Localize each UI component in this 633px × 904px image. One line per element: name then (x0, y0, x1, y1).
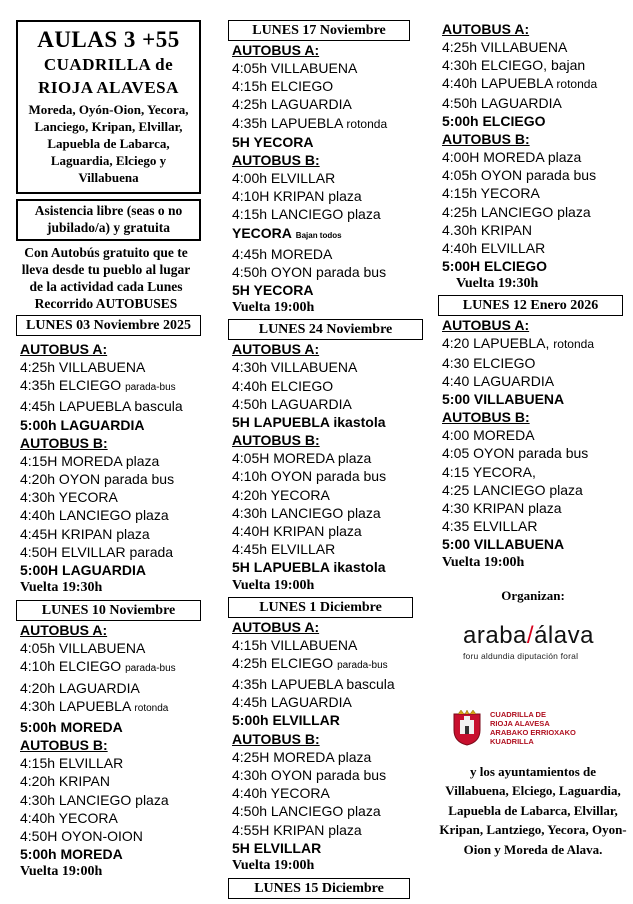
bus-b-heading: AUTOBUS B: (232, 152, 320, 169)
stop: 4:15H MOREDA plaza (20, 452, 160, 469)
stop: 4:50h OYON parada bus (232, 264, 387, 281)
column-1 (16, 0, 221, 881)
stop: 4:05h OYON parada bus (442, 167, 597, 184)
return-time: Vuelta 19:00h (232, 577, 315, 593)
slash-icon: / (526, 621, 535, 649)
return-time: Vuelta 19:00h (20, 864, 103, 880)
stop: 4:20 LAPUEBLA, rotonda (442, 335, 594, 352)
date-lunes-10-noviembre: LUNES 10 Noviembre (16, 600, 201, 621)
stop: 4:30h LANCIEGO plaza (20, 791, 169, 808)
stop: 4:35 ELVILLAR (442, 518, 538, 535)
stop: 4:15 YECORA, (442, 463, 536, 480)
stop: 4:45h LAPUEBLA bascula (20, 398, 183, 415)
stop-destination: 5:00h MOREDA (20, 719, 123, 736)
bus-b-heading: AUTOBUS B: (442, 409, 530, 426)
stop: 4:15h YECORA (442, 185, 540, 202)
bus-a-heading: AUTOBUS A: (442, 317, 530, 334)
notice-box: Asistencia libre (seas o no jubilado/a) y gratuita (16, 199, 201, 241)
bus-a-heading: AUTOBUS A: (20, 341, 108, 357)
bus-a-heading: AUTOBUS A: (20, 622, 108, 639)
stop: 4:40h ELVILLAR (442, 240, 546, 257)
stop: 4:25H MOREDA plaza (232, 748, 372, 765)
bus-a-heading: AUTOBUS A: (442, 21, 530, 37)
stop: 4:45h ELVILLAR (232, 541, 336, 558)
return-time: Vuelta 19:00h (232, 300, 315, 316)
organizers-title: Organizan: (501, 587, 565, 603)
date-lunes-24-noviembre: LUNES 24 Noviembre (228, 319, 423, 340)
stop: 4:35h LAPUEBLA bascula (232, 676, 395, 693)
stop: 4:30h LANCIEGO plaza (232, 504, 381, 521)
bus-b-heading: AUTOBUS B: (232, 730, 320, 747)
cuadrilla-logo: CUADRILLA DE RIOJA ALAVESA ARABAKO ERRIOXAKO KUADRILLA (452, 710, 628, 746)
bus-b-heading: AUTOBUS B: (20, 737, 108, 754)
stop: 4:35h ELCIEGO parada-bus (20, 377, 176, 394)
stop: 4:25h VILLABUENA (20, 359, 146, 375)
title-region: RIOJA ALAVESA (38, 78, 179, 97)
column-3 (438, 0, 628, 859)
stop-destination: 5:00h ELVILLAR (232, 712, 340, 729)
stop: 4:30 KRIPAN plaza (442, 500, 562, 517)
stop: 4:10h OYON parada bus (232, 468, 387, 485)
column-2 (228, 0, 433, 899)
ayuntamientos-text: y los ayuntamientos de Villabuena, Elciego, Laguardia, Lapuebla de Labarca, Elvillar, Kripan, Lantziego, Yecora, Oyon-Oion y Moreda de Alava. (439, 763, 627, 857)
stop-destination: 5:00H LAGUARDIA (20, 562, 147, 579)
stop-destination: 5:00 VILLABUENA (442, 391, 565, 408)
date-lunes-15-diciembre: LUNES 15 Diciembre (228, 878, 410, 899)
stop: 4:40h ELCIEGO (232, 377, 334, 394)
page-title: AULAS 3 +55 (37, 27, 180, 52)
bus-b-heading: AUTOBUS B: (232, 432, 320, 449)
stop: 4:50H OYON-OION (20, 828, 143, 845)
stop: 4:50h LAGUARDIA (232, 395, 352, 412)
stop: 4:15h ELVILLAR (20, 755, 124, 772)
stop: 4:40h LAPUEBLA rotonda (442, 75, 598, 92)
stop-destination: 5:00h ELCIEGO (442, 112, 546, 129)
stop: 4:30h OYON parada bus (232, 766, 387, 783)
bus-a-heading: AUTOBUS A: (232, 42, 320, 58)
stop-destination: 5H YECORA (232, 133, 314, 150)
stop: 4:15h ELCIEGO (232, 78, 334, 95)
return-time: Vuelta 19:30h (456, 276, 539, 292)
stop-destination: 5H ELVILLAR (232, 839, 322, 856)
stop: 4:35h LAPUEBLA rotonda (232, 114, 388, 131)
date-lunes-17-noviembre: LUNES 17 Noviembre (228, 20, 410, 41)
stop: 4:40 LAGUARDIA (442, 372, 555, 389)
stop: 4:05 OYON parada bus (442, 445, 589, 462)
stop: 4:10H KRIPAN plaza (232, 188, 362, 205)
stop: 4:25 LANCIEGO plaza (442, 481, 583, 498)
stop: 4:30 ELCIEGO (442, 354, 536, 371)
stop: 4:15h LANCIEGO plaza (232, 206, 381, 223)
return-time: Vuelta 19:00h (232, 857, 315, 873)
araba-alava-logo: araba/álava foru aldundia diputación foral (463, 621, 594, 661)
stop: 4:45h LAGUARDIA (232, 694, 352, 711)
stop: YECORA Bajan todos (232, 224, 342, 241)
stop-destination: 5H LAPUEBLA ikastola (232, 414, 386, 431)
stop: 4:45H KRIPAN plaza (20, 525, 150, 542)
stop: 4:15h VILLABUENA (232, 636, 358, 653)
stop: 4:30h LAPUEBLA rotonda (20, 697, 169, 714)
return-time: Vuelta 19:30h (20, 580, 103, 596)
bus-b-heading: AUTOBUS B: (442, 131, 530, 148)
stop: 4:55H KRIPAN plaza (232, 821, 362, 838)
stop: 4.30h KRIPAN (442, 221, 533, 238)
stop: 4:25h VILLABUENA (442, 39, 568, 55)
date-lunes-12-enero: LUNES 12 Enero 2026 (438, 295, 623, 316)
stop: 4:45h MOREDA (232, 245, 333, 262)
stop: 4:00 MOREDA (442, 427, 535, 444)
stop: 4:05h VILLABUENA (20, 640, 146, 657)
stop: 4:40H KRIPAN plaza (232, 523, 362, 540)
date-lunes-1-diciembre: LUNES 1 Diciembre (228, 597, 413, 618)
stop: 4:50h LANCIEGO plaza (232, 803, 381, 820)
bus-b-heading: AUTOBUS B: (20, 434, 108, 451)
stop: 4:00H MOREDA plaza (442, 149, 582, 166)
stop: 4:20h YECORA (232, 486, 330, 503)
stop: 4:30h VILLABUENA (232, 359, 358, 376)
stop-destination: 5:00 VILLABUENA (442, 536, 565, 553)
shield-icon (452, 710, 482, 746)
stop: 4:05H MOREDA plaza (232, 450, 372, 467)
title-cuadrilla: CUADRILLA de (43, 55, 174, 74)
stop: 4:20h KRIPAN (20, 773, 111, 790)
bus-a-heading: AUTOBUS A: (232, 618, 320, 635)
stop: 4:40h YECORA (20, 809, 118, 826)
stop-destination: 5H LAPUEBLA ikastola (232, 559, 386, 576)
stop: 4:25h LAGUARDIA (232, 96, 352, 113)
stop-destination: 5H YECORA (232, 282, 314, 299)
stop: 4:25h ELCIEGO parada-bus (232, 654, 388, 671)
stop: 4:20h OYON parada bus (20, 471, 175, 488)
stop: 4:50H ELVILLAR parada (20, 543, 174, 560)
stop-destination: 5:00h LAGUARDIA (20, 416, 145, 433)
date-lunes-03-noviembre: LUNES 03 Noviembre 2025 (16, 315, 201, 336)
stop: 4:25h LANCIEGO plaza (442, 203, 591, 220)
stop: 4:50h LAGUARDIA (442, 94, 562, 111)
stop: 4:40h YECORA (232, 785, 330, 802)
stop: 4:05h VILLABUENA (232, 60, 358, 76)
stop: 4:30h YECORA (20, 489, 118, 506)
stop: 4:40h LANCIEGO plaza (20, 507, 169, 524)
stop-destination: 5:00h MOREDA (20, 846, 123, 863)
return-time: Vuelta 19:00h (442, 554, 525, 570)
stop: 4:30h ELCIEGO, bajan (442, 57, 586, 74)
bus-a-heading: AUTOBUS A: (232, 341, 320, 358)
stop: 4:20h LAGUARDIA (20, 679, 140, 696)
stop: 4:00h ELVILLAR (232, 170, 336, 187)
stop-destination: 5:00H ELCIEGO (442, 258, 548, 275)
stop: 4:10h ELCIEGO parada-bus (20, 658, 176, 675)
free-bus-text: Con Autobús gratuito que te lleva desde tu pueblo al lugar de la actividad cada Lunes Recorrido AUTOBUSES (21, 245, 191, 311)
title-box (16, 20, 201, 194)
title-towns: Moreda, Oyón-Oion, Yecora, Lanciego, Kripan, Elvillar, Lapuebla de Labarca, Laguardia, Elciego y Villabuena (28, 102, 189, 185)
